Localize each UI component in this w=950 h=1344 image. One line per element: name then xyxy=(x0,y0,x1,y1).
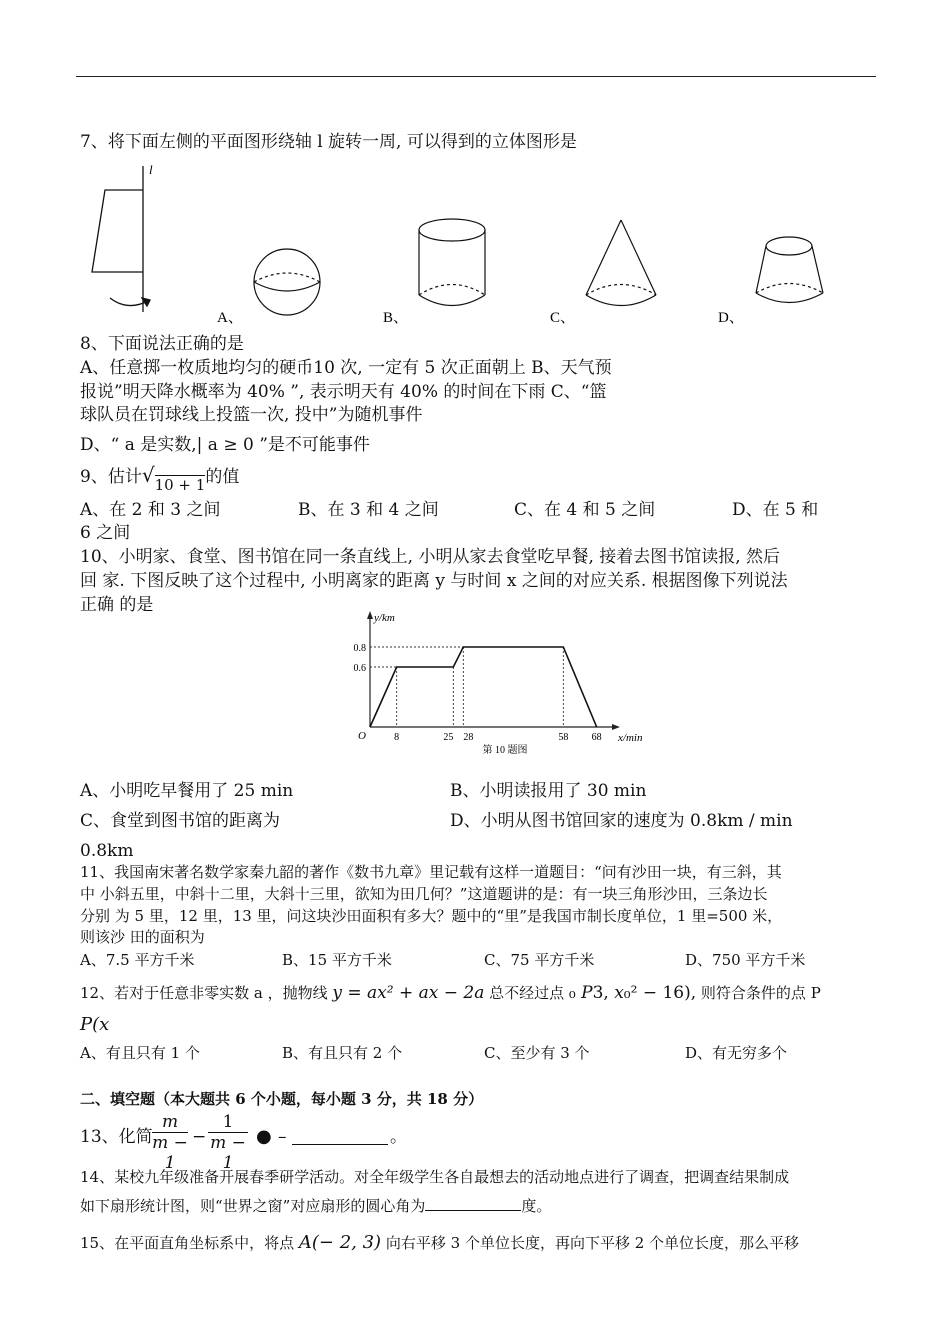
q13-minus: − xyxy=(192,1127,207,1147)
q11-line3: 分别 为 5 里，12 里，13 里，问这块沙田面积有多大？题中的“里”是我国市制长度单位，1 里=500 米， xyxy=(80,907,783,925)
q15-point: A(− 2, 3) xyxy=(298,1232,382,1253)
origin-label: O xyxy=(358,730,366,742)
chart-title: 第 10 题图 xyxy=(482,745,528,756)
q9-stem-end: 的值 xyxy=(205,467,240,487)
x-axis-label: x/min xyxy=(618,732,643,744)
q13-numerator-2: 1 xyxy=(208,1112,248,1133)
q11-line1: 11、我国南宋著名数学家秦九韶的著作《数书九章》里记载有这样一道题目：“问有沙田一块，有三斜，其 xyxy=(80,863,782,881)
q9-option-a: A、在 2 和 3 之间 xyxy=(80,500,221,520)
q9-stem-start: 9、估计 xyxy=(80,467,142,487)
option-b-label: B、 xyxy=(383,310,409,326)
q12-line2: P(x xyxy=(80,1014,110,1035)
q9-radicand: 10 + 1 xyxy=(154,476,206,494)
y-axis-label: y/km xyxy=(374,612,395,624)
q12-stem-mid: 总不经过点 xyxy=(489,984,565,1002)
q14-text-start: 如下扇形统计图，则“世界之窗”对应扇形的圆心角为 xyxy=(80,1197,426,1215)
section-2-title: 二、填空题（本大题共 6 个小题，每小题 3 分，共 18 分） xyxy=(80,1090,484,1108)
q13-answer-blank[interactable] xyxy=(292,1144,388,1145)
x-tick-label-58: 58 xyxy=(558,732,569,743)
option-d-frustum xyxy=(756,237,823,303)
q8-stem: 8、下面说法正确的是 xyxy=(80,334,244,354)
q14-text-end: 度。 xyxy=(521,1197,552,1215)
q10-option-c: C、食堂到图书馆的距离为 xyxy=(80,811,281,831)
q10-tail: 0.8km xyxy=(80,841,134,861)
y-axis-arrow xyxy=(367,611,373,619)
option-a-sphere xyxy=(254,249,320,315)
q12-stem-start: 12、若对于任意非零实数 a ，抛物线 xyxy=(80,984,328,1002)
q13-dot: ● xyxy=(256,1126,272,1147)
q9-stem xyxy=(80,463,240,494)
option-c-cone xyxy=(586,220,656,306)
q8-line1: A、任意掷一枚质地均匀的硬币10 次, 一定有 5 次正面朝上 B、天气预 xyxy=(80,358,612,378)
q12-option-d: D、有无穷多个 xyxy=(685,1044,788,1062)
q7-figure xyxy=(80,160,870,330)
q13-fraction-1 xyxy=(152,1112,188,1173)
q15-line xyxy=(80,1232,799,1254)
option-c-label: C、 xyxy=(550,310,576,326)
q13-stem: 13、化简 xyxy=(80,1127,153,1147)
q8-line3: 球队员在罚球线上投篮一次, 投中”为随机事件 xyxy=(80,405,423,425)
q10-line1: 10、小明家、食堂、图书馆在同一条直线上, 小明从家去食堂吃早餐, 接着去图书馆读报, 然后 xyxy=(80,547,781,567)
q10-line2: 回 家. 下图反映了这个过程中, 小明离家的距离 y 与时间 x 之间的对应关系. 根据图像下列说法 xyxy=(80,571,788,591)
q8-line4 xyxy=(80,434,370,456)
q13-fraction-2 xyxy=(208,1112,248,1173)
header-rule xyxy=(76,76,876,77)
q12-option-b: B、有且只有 2 个 xyxy=(282,1044,403,1062)
q10-chart xyxy=(340,612,643,775)
q12-stem-end: 则符合条件的点 P xyxy=(700,984,821,1002)
x-axis-arrow xyxy=(612,724,620,730)
q8-line2: 报说”明天降水概率为 40% ”, 表示明天有 40% 的时间在下雨 C、“篮 xyxy=(80,382,607,402)
q13-end: 。 xyxy=(390,1127,407,1147)
q10-option-d: D、小明从图书馆回家的速度为 0.8km / min xyxy=(450,811,793,831)
option-d-label: D、 xyxy=(718,310,744,326)
y-tick-label-0.8: 0.8 xyxy=(353,643,366,654)
q9-option-d: D、在 5 和 xyxy=(732,500,819,520)
q9-option-b: B、在 3 和 4 之间 xyxy=(298,500,439,520)
q15-text-end: 向右平移 3 个单位长度，再向下平移 2 个单位长度，那么平移 xyxy=(385,1234,800,1252)
q11-line4: 则该沙 田的面积为 xyxy=(80,928,205,946)
q10-option-b: B、小明读报用了 30 min xyxy=(450,781,647,801)
q15-text-start: 15、在平面直角坐标系中，将点 xyxy=(80,1234,295,1252)
q8-option-d-start: D、“ a 是实数 xyxy=(80,435,192,455)
q11-option-a: A、7.5 平方千米 xyxy=(80,951,195,969)
q10-option-a: A、小明吃早餐用了 25 min xyxy=(80,781,294,801)
q12-point: ₀ 𝑃3, 𝑥₀² − 16), xyxy=(568,983,697,1003)
q13-dash: – xyxy=(278,1127,287,1147)
q11-line2: 中 小斜五里，中斜十二里，大斜十三里，欲知为田几何？”这道题讲的是：有一块三角形沙田，三条边长 xyxy=(80,885,768,903)
y-tick-label-0.6: 0.6 xyxy=(353,663,366,674)
q7-plane-figure xyxy=(92,166,150,312)
distance-series-line xyxy=(370,647,597,727)
q13-denominator-1: m − 1 xyxy=(152,1133,188,1173)
q8-option-d-end: ,| a ≥ 0 ”是不可能事件 xyxy=(191,435,370,455)
q7-stem: 7、将下面左侧的平面图形绕轴 l 旋转一周, 可以得到的立体图形是 xyxy=(80,132,577,152)
q14-line2 xyxy=(80,1194,551,1217)
q11-option-d: D、750 平方千米 xyxy=(685,951,806,969)
q11-option-c: C、75 平方千米 xyxy=(484,951,595,969)
axis-label: l xyxy=(149,162,153,177)
option-b-cylinder xyxy=(419,219,485,306)
q11-option-b: B、15 平方千米 xyxy=(282,951,392,969)
x-tick-label-25: 25 xyxy=(443,732,454,743)
x-tick-label-8: 8 xyxy=(394,732,400,743)
q9-tail: 6 之间 xyxy=(80,523,131,543)
q13-denominator-2: m − 1 xyxy=(210,1133,246,1173)
q12-stem xyxy=(80,982,821,1004)
sqrt-sign: √ xyxy=(141,463,155,487)
x-tick-label-28: 28 xyxy=(463,732,474,743)
q9-option-c: C、在 4 和 5 之间 xyxy=(514,500,656,520)
x-tick-label-68: 68 xyxy=(591,732,602,743)
q10-line3: 正确 的是 xyxy=(80,595,154,615)
q12-option-c: C、至少有 3 个 xyxy=(484,1044,590,1062)
q13-numerator-1: m xyxy=(152,1112,188,1133)
option-a-label: A、 xyxy=(217,310,243,326)
q12-formula: y = ax² + ax − 2a xyxy=(332,983,485,1003)
q14-answer-blank[interactable] xyxy=(425,1194,521,1211)
q14-line1: 14、某校九年级准备开展春季研学活动。对全年级学生各自最想去的活动地点进行了调查，把调查结果制成 xyxy=(80,1168,790,1186)
q12-option-a: A、有且只有 1 个 xyxy=(80,1044,200,1062)
